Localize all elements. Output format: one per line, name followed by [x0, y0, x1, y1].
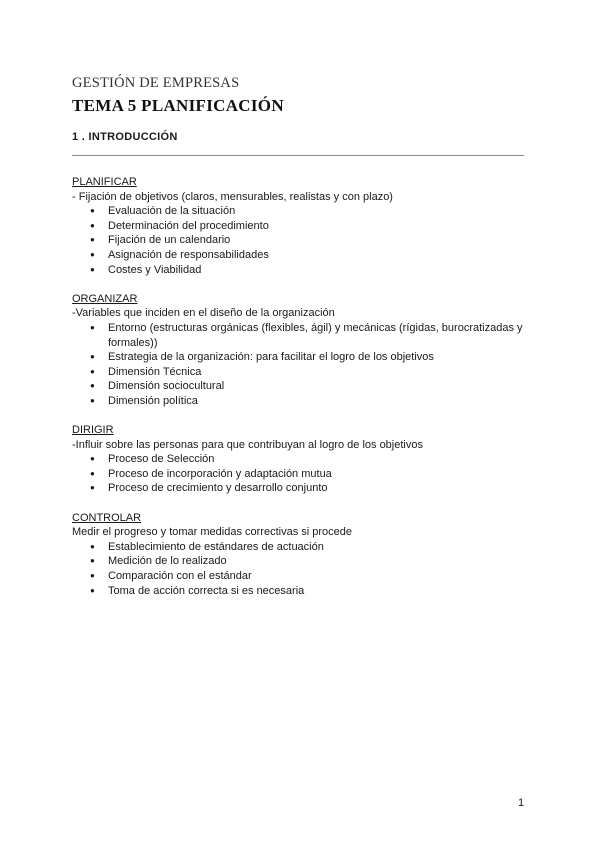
bullet-list [72, 452, 532, 496]
list-item: ● Proceso de incorporación y adaptación mutua [72, 467, 532, 482]
list-item: ● Estrategia de la organización: para facilitar el logro de los objetivos [72, 350, 532, 365]
block-heading: ORGANIZAR [72, 292, 138, 305]
block-planificar [72, 175, 532, 277]
block-dirigir [72, 423, 532, 496]
list-item: ● Proceso de Selección [72, 452, 532, 467]
section-heading: 1 . INTRODUCCIÓN [72, 131, 178, 143]
list-item: ● Medición de lo realizado [72, 554, 532, 569]
block-intro: -Influir sobre las personas para que contribuyan al logro de los objetivos [72, 438, 423, 451]
list-item: ● Proceso de crecimiento y desarrollo conjunto [72, 481, 532, 496]
block-intro: - Fijación de objetivos (claros, mensurables, realistas y con plazo) [72, 190, 393, 203]
list-item: ● Establecimiento de estándares de actuación [72, 540, 532, 555]
page-number: 1 [518, 797, 525, 809]
list-item: ● Fijación de un calendario [72, 233, 532, 248]
bullet-list [72, 204, 532, 277]
bullet-list [72, 321, 532, 409]
block-heading: DIRIGIR [72, 424, 114, 437]
list-item: ● Determinación del procedimiento [72, 219, 532, 234]
block-heading: PLANIFICAR [72, 176, 137, 188]
block-heading: CONTROLAR [72, 511, 142, 524]
horizontal-rule [72, 155, 524, 156]
list-item: ● Dimensión Técnica [72, 365, 532, 380]
block-intro: -Variables que inciden en el diseño de la organización [72, 307, 335, 320]
bullet-list [72, 540, 532, 598]
list-item: ● Costes y Viabilidad [72, 263, 532, 278]
block-organizar [72, 292, 532, 409]
document-body [72, 175, 532, 613]
page-title: TEMA 5 PLANIFICACIÓN [72, 96, 284, 115]
list-item: ● Toma de acción correcta si es necesaria [72, 584, 532, 599]
list-item: ● Evaluación de la situación [72, 204, 532, 219]
course-name: GESTIÓN DE EMPRESAS [72, 75, 240, 91]
list-item: ● Asignación de responsabilidades [72, 248, 532, 263]
list-item: ● Entorno (estructuras orgánicas (flexibles, ágil) y mecánicas (rígidas, burocratizadas y formales)) [72, 321, 532, 350]
block-controlar [72, 511, 532, 599]
list-item: ● Comparación con el estándar [72, 569, 532, 584]
list-item: ● Dimensión sociocultural [72, 379, 532, 394]
list-item: ● Dimensión política [72, 394, 532, 409]
block-intro: Medir el progreso y tomar medidas correctivas si procede [72, 526, 353, 539]
